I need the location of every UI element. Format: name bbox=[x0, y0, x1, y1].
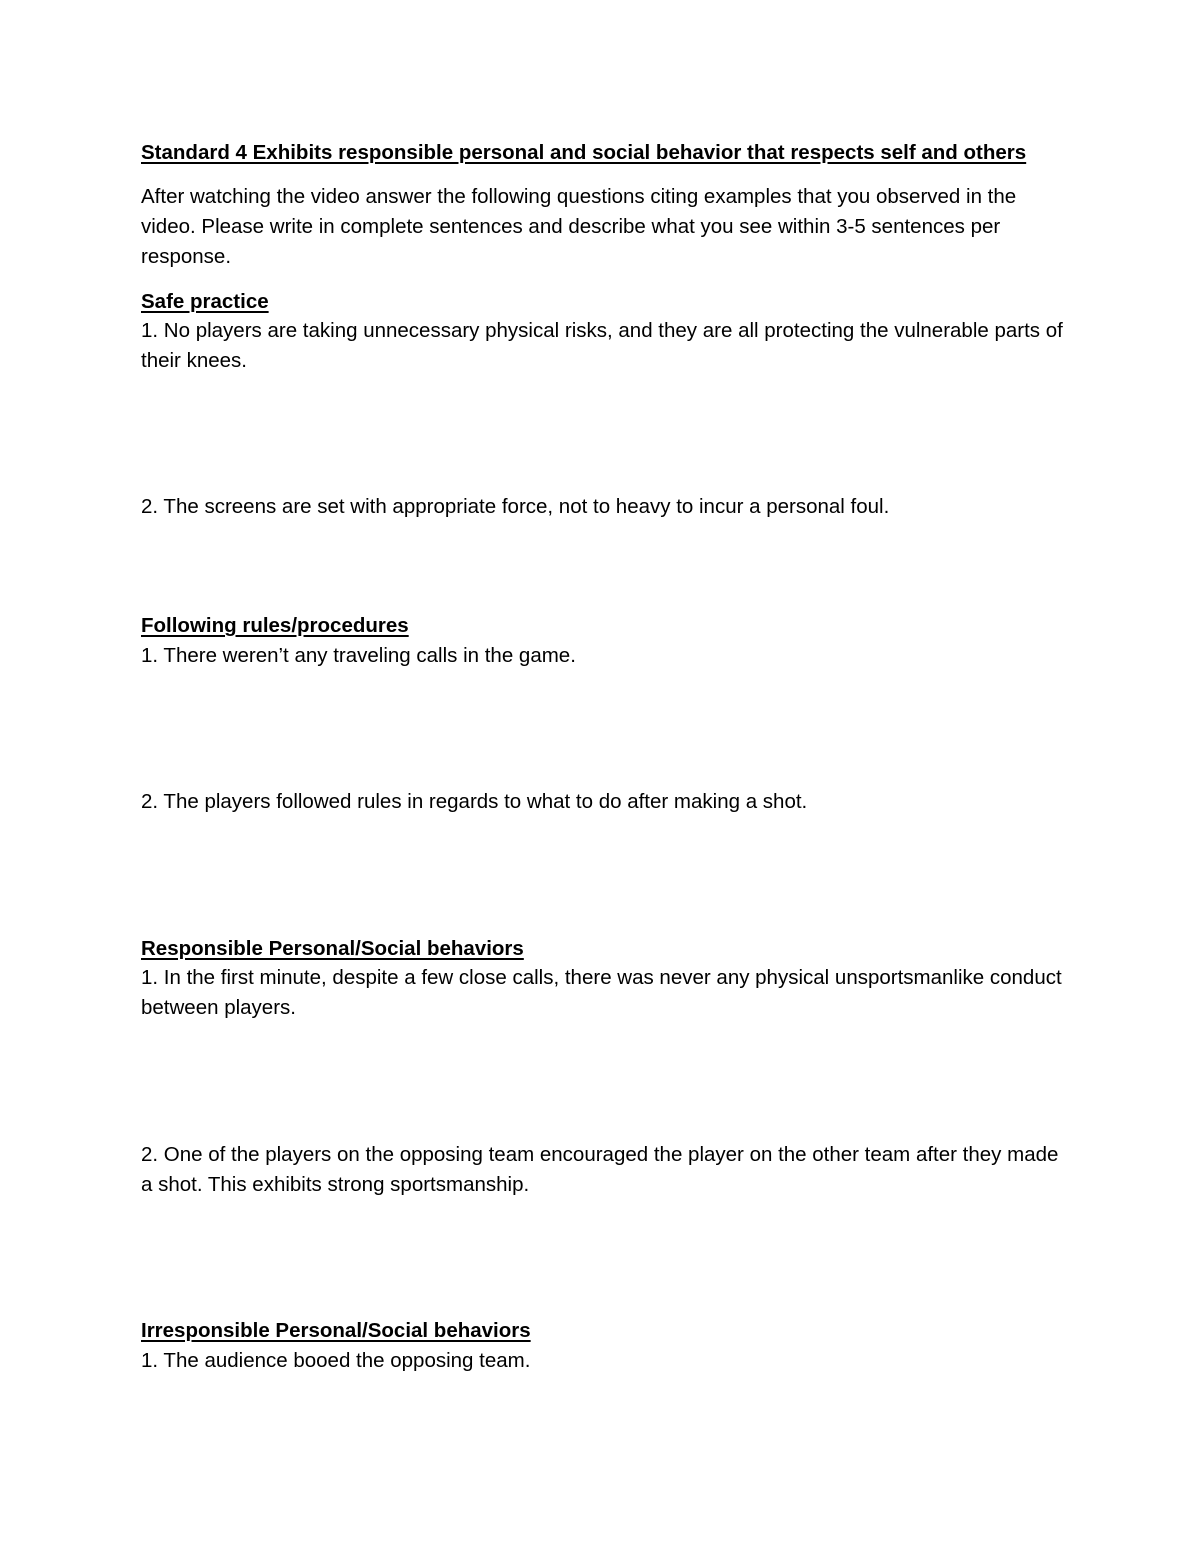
safe-practice-answer-2: 2. The screens are set with appropriate force, not to heavy to incur a personal foul. bbox=[141, 495, 890, 518]
document-title: Standard 4 Exhibits responsible personal and social behavior that respects self and others bbox=[141, 141, 1027, 164]
section-heading-irresponsible-behaviors: Irresponsible Personal/Social behaviors bbox=[141, 1319, 531, 1342]
responsible-behaviors-answer-2: 2. One of the players on the opposing team encouraged the player on the other team after they made a shot. This exhibits strong sportsmanship. bbox=[141, 1143, 1059, 1196]
following-rules-answer-1: 1. There weren’t any traveling calls in the game. bbox=[141, 644, 576, 667]
instructions-paragraph: After watching the video answer the following questions citing examples that you observed in the video. Please write in complete sentences and describe what you see within 3-5 sentences per response. bbox=[141, 185, 1017, 268]
responsible-behaviors-answer-1: 1. In the first minute, despite a few close calls, there was never any physical unsportsmanlike conduct between players. bbox=[141, 966, 1062, 1019]
following-rules-answer-2: 2. The players followed rules in regards to what to do after making a shot. bbox=[141, 790, 808, 813]
section-heading-following-rules: Following rules/procedures bbox=[141, 614, 409, 637]
section-heading-safe-practice: Safe practice bbox=[141, 290, 269, 313]
section-heading-responsible-behaviors: Responsible Personal/Social behaviors bbox=[141, 937, 524, 960]
irresponsible-behaviors-answer-1: 1. The audience booed the opposing team. bbox=[141, 1349, 531, 1372]
safe-practice-answer-1: 1. No players are taking unnecessary physical risks, and they are all protecting the vulnerable parts of their knees. bbox=[141, 319, 1063, 372]
